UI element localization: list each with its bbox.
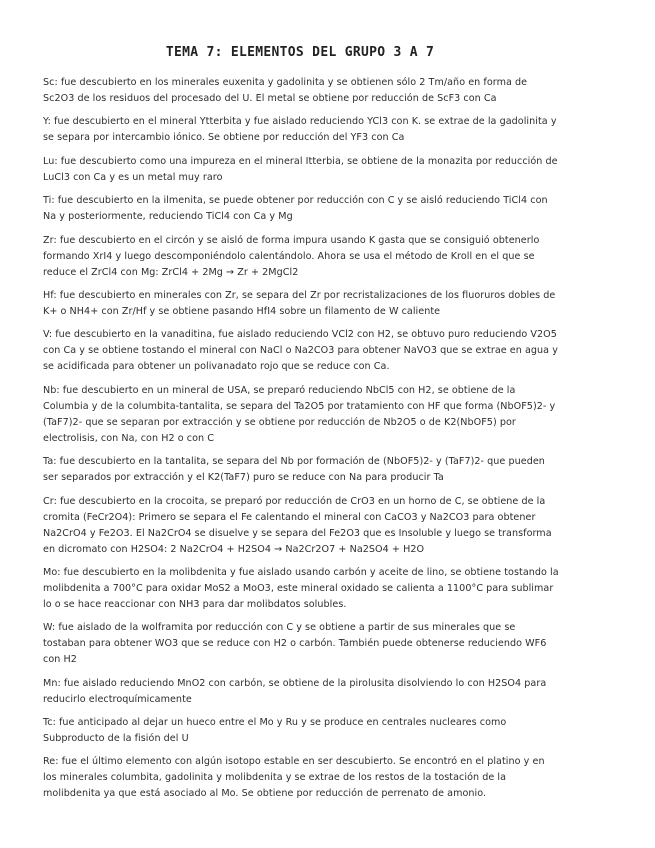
- paragraph-lu: Lu: fue descubierto como una impureza en el mineral Itterbia, se obtiene de la monazita por reducción de LuCl3 con Ca y es un metal muy raro: [43, 155, 558, 183]
- paragraph-w: W: fue aislado de la wolframita por reducción con C y se obtiene a partir de sus minerales que se tostaban para obtener WO3 que se reduce con H2 o carbón. También puede obtenerse reduciendo WF6 con H2: [43, 622, 547, 666]
- document-title: TEMA 7: ELEMENTOS DEL GRUPO 3 A 7: [165, 45, 435, 60]
- paragraph-zr: Zr: fue descubierto en el circón y se aisló de forma impura usando K gasta que se consiguió obtenerlo formando XrI4 y luego descomponiéndolo calentándolo. Ahora se usa el método de Kroll en el que se reduce el ZrCl4 con Mg: ZrCl4 + 2Mg → Zr + 2MgCl2: [43, 234, 540, 278]
- paragraph-ta: Ta: fue descubierto en la tantalita, se separa del Nb por formación de (NbOF5)2- y (TaF7)2- que pueden ser separados por extracción y el K2(TaF7) puro se reduce con Na para producir Ta: [43, 456, 545, 484]
- paragraph-hf: Hf: fue descubierto en minerales con Zr, se separa del Zr por recristalizaciones de los fluoruros dobles de K+ o NH4+ con Zr/Hf y se obtiene pasando HfI4 sobre un filamento de W caliente: [43, 289, 556, 317]
- document-body: [43, 75, 560, 810]
- paragraph-mo: Mo: fue descubierto en la molibdenita y fue aislado usando carbón y aceite de lino, se obtiene tostando la molibdenita a 700°C para oxidar MoS2 a MoO3, este mineral oxidado se calienta a 1100°C para sublimar lo o se hace reaccionar con NH3 para dar molibdatos solubles.: [43, 566, 559, 610]
- paragraph-ti: Ti: fue descubierto en la ilmenita, se puede obtener por reducción con C y se aisló reduciendo TiCl4 con Na y posteriormente, reduciendo TiCl4 con Ca y Mg: [43, 195, 548, 223]
- paragraph-y: Y: fue descubierto en el mineral Ytterbita y fue aislado reduciendo YCl3 con K. se extrae de la gadolinita y se separa por intercambio iónico. Se obtiene por reducción del YF3 con Ca: [43, 116, 557, 144]
- paragraph-nb: Nb: fue descubierto en un mineral de USA, se preparó reduciendo NbCl5 con H2, se obtiene de la Columbia y de la columbita-tantalita, se separa del Ta2O5 por tratamiento con HF que forma (NbOF5)2- y (TaF7)2- que se separan por extracción y se obtiene por reducción de Nb2O5 o de K2(NbOF5) por electrolisis, con Na, con H2 o con C: [43, 384, 556, 444]
- paragraph-re: Re: fue el último elemento con algún isotopo estable en ser descubierto. Se encontró en el platino y en los minerales columbita, gadolinita y molibdenita y se extrae de los restos de la tostación de la molibdenita ya que está asociado al Mo. Se obtiene por reducción de perrenato de amonio.: [43, 756, 545, 800]
- paragraph-v: V: fue descubierto en la vanaditina, fue aislado reduciendo VCl2 con H2, se obtuvo puro reduciendo V2O5 con Ca y se obtiene tostando el mineral con NaCl o Na2CO3 para obtener NaVO3 que se extrae en agua y se acidificada para obtener un polivanadato rojo que se reduce con Ca.: [43, 329, 558, 373]
- paragraph-sc: Sc: fue descubierto en los minerales euxenita y gadolinita y se obtienen sólo 2 Tm/año en forma de Sc2O3 de los residuos del procesado del U. El metal se obtiene por reducción de ScF3 con Ca: [43, 77, 528, 104]
- paragraph-mn: Mn: fue aislado reduciendo MnO2 con carbón, se obtiene de la pirolusita disolviendo lo con H2SO4 para reducirlo electroquímicamente: [43, 677, 547, 705]
- paragraph-tc: Tc: fue anticipado al dejar un hueco entre el Mo y Ru y se produce en centrales nucleares como Subproducto de la fisión del U: [43, 717, 507, 745]
- paragraph-cr: Cr: fue descubierto en la crocoita, se preparó por reducción de CrO3 en un horno de C, se obtiene de la cromita (FeCr2O4): Primero se separa el Fe calentando el mineral con CaCO3 y Na2CO3 para obtener Na2CrO4 y Fe2O3. El Na2CrO4 se disuelve y se separa del Fe2O3 que es Insoluble y luego se transforma en dicromato con H2SO4: 2 Na2CrO4 + H2SO4 → Na2Cr2O7 + Na2SO4 + H2O: [43, 495, 552, 555]
